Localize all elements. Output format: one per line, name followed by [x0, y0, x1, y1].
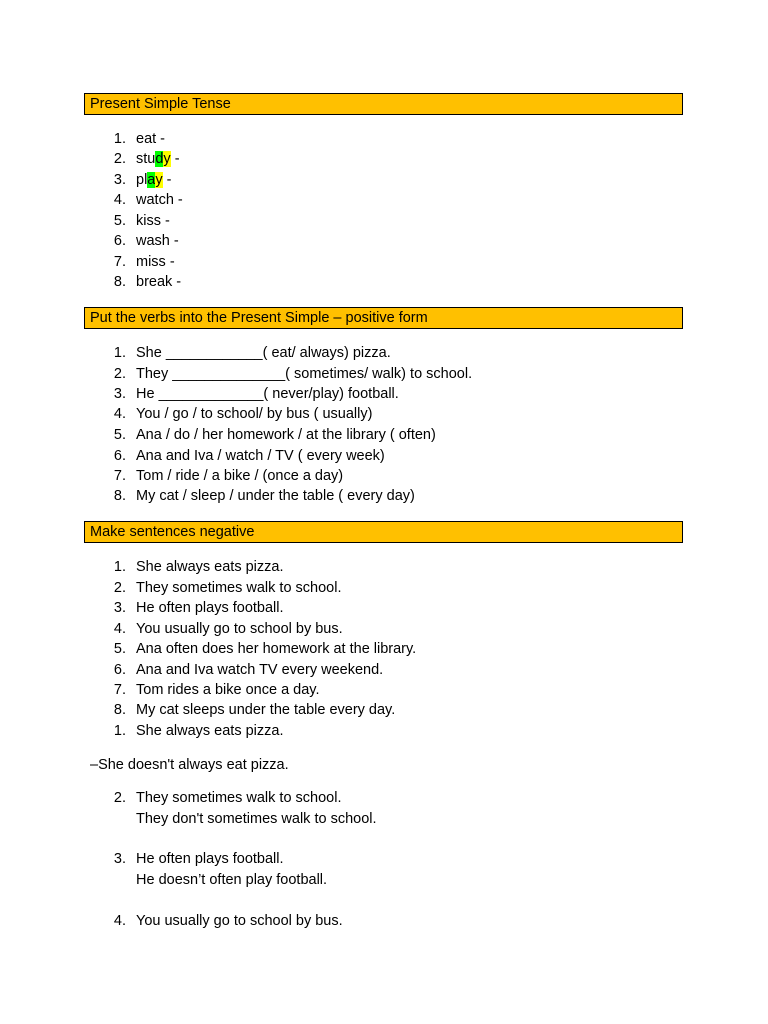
verb-part: stu: [136, 151, 156, 167]
list-text: She ____________( eat/ always) pizza.: [136, 345, 391, 361]
section-heading-negative-text: Make sentences negative: [90, 524, 255, 540]
list-number: 1 .: [112, 129, 126, 149]
list-text: You usually go to school by bus.: [136, 913, 343, 929]
list-text: You usually go to school by bus.: [136, 621, 343, 637]
list-text: Ana and Iva watch TV every weekend.: [136, 662, 384, 678]
list-number: 8 .: [112, 486, 126, 506]
list-text: He _____________( never/play) football.: [136, 386, 399, 402]
answer-line: They don't sometimes walk to school.: [136, 811, 377, 827]
list-text: She always eats pizza.: [136, 723, 284, 739]
list-text: watch -: [136, 192, 183, 208]
list-text: break -: [136, 274, 182, 290]
list-number: 4 .: [112, 404, 126, 424]
list-text: Tom rides a bike once a day.: [136, 682, 320, 698]
list-number: 3 .: [112, 384, 126, 404]
list-number: 5 .: [112, 211, 126, 231]
yellow-highlight: y: [163, 151, 171, 167]
green-highlight: d: [155, 151, 164, 167]
list-number: 6 .: [112, 446, 126, 466]
answer-line: –She doesn't always eat pizza.: [90, 757, 289, 773]
list-number: 6 .: [112, 231, 126, 251]
list-number: 1 .: [112, 557, 126, 577]
list-text: They ______________( sometimes/ walk) to school.: [136, 366, 473, 382]
answer-line: He doesn’t often play football.: [136, 872, 328, 888]
green-highlight: a: [147, 172, 156, 188]
list-number: 7 .: [112, 466, 126, 486]
list-text: miss -: [136, 254, 175, 270]
list-text: Ana and Iva / watch / TV ( every week): [136, 448, 385, 464]
list-number: 4 .: [112, 190, 126, 210]
list-number: 7 .: [112, 252, 126, 272]
section-heading-tense-text: Present Simple Tense: [90, 96, 231, 112]
list-text: kiss -: [136, 213, 170, 229]
section-heading-positive: [84, 307, 683, 329]
list-number: 2 .: [112, 364, 126, 384]
section-heading-positive-text: Put the verbs into the Present Simple – positive form: [90, 310, 428, 326]
section-heading-tense: [84, 93, 683, 115]
list-number: 5 .: [112, 639, 126, 659]
list-number: 3 .: [112, 849, 126, 869]
list-number: 8 .: [112, 700, 126, 720]
list-text: They sometimes walk to school.: [136, 580, 342, 596]
list-number: 6 .: [112, 660, 126, 680]
list-text: My cat sleeps under the table every day.: [136, 702, 396, 718]
list-text: My cat / sleep / under the table ( every day): [136, 488, 415, 504]
list-text: [136, 170, 171, 190]
list-number: 1 .: [112, 343, 126, 363]
list-text: [136, 149, 180, 169]
list-number: 1 .: [112, 721, 126, 741]
list-number: 4 .: [112, 911, 126, 931]
list-number: 8 .: [112, 272, 126, 292]
list-text: He often plays football.: [136, 600, 284, 616]
section-heading-negative: [84, 521, 683, 543]
list-text: eat -: [136, 131, 166, 147]
list-text: She always eats pizza.: [136, 559, 284, 575]
verb-part: pl: [136, 172, 148, 188]
verb-part: -: [170, 151, 180, 167]
list-text: You / go / to school/ by bus ( usually): [136, 406, 373, 422]
verb-part: -: [162, 172, 172, 188]
list-number: 5 .: [112, 425, 126, 445]
list-number: 3 .: [112, 598, 126, 618]
list-text: Ana often does her homework at the library.: [136, 641, 417, 657]
list-number: 2 .: [112, 788, 126, 808]
list-number: 4 .: [112, 619, 126, 639]
list-number: 2 .: [112, 578, 126, 598]
list-number: 7 .: [112, 680, 126, 700]
list-text: Tom / ride / a bike / (once a day): [136, 468, 344, 484]
list-number: 2 .: [112, 149, 126, 169]
list-text: Ana / do / her homework / at the library ( often): [136, 427, 436, 443]
list-text: He often plays football.: [136, 851, 284, 867]
list-text: wash -: [136, 233, 179, 249]
list-number: 3 .: [112, 170, 126, 190]
yellow-highlight: y: [155, 172, 163, 188]
list-text: They sometimes walk to school.: [136, 790, 342, 806]
